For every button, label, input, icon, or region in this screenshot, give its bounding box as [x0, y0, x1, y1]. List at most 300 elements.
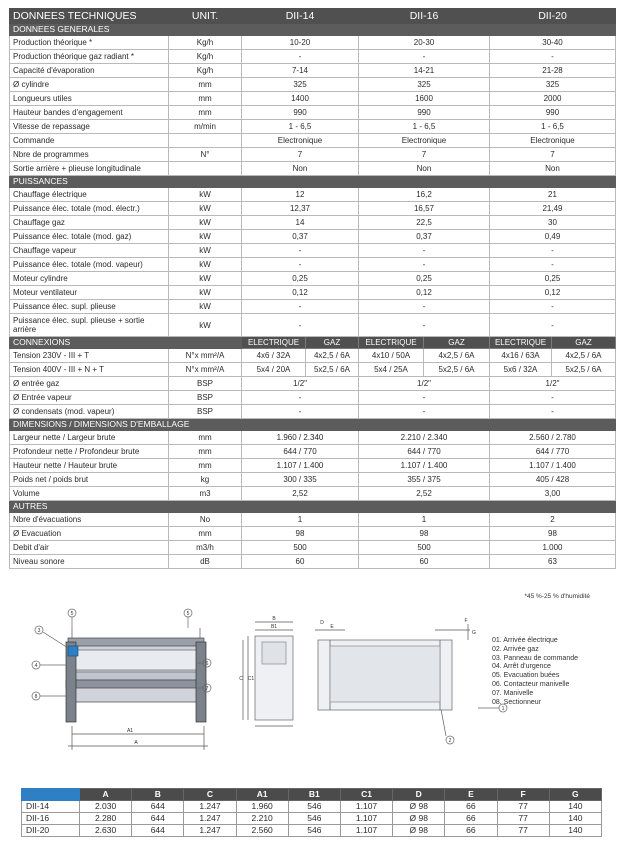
row-label: Debit d'air [10, 541, 169, 555]
dims-value: 1.247 [184, 801, 236, 813]
section-header-row [10, 176, 616, 188]
row-value: 1.107 / 1.400 [490, 459, 616, 473]
row-value: - [242, 391, 359, 405]
row-label: Niveau sonore [10, 555, 169, 569]
row-label: Puissance élec. totale (mod. gaz) [10, 230, 169, 244]
dims-value: 1.107 [340, 801, 392, 813]
legend-item: 04. Arrêt d'urgence [492, 663, 551, 671]
row-value: 2,52 [359, 487, 490, 501]
row-unit: N° [169, 148, 242, 162]
row-label: Sortie arrière + plieuse longitudinale [10, 162, 169, 176]
row-unit: mm [169, 445, 242, 459]
row-value: 2.560 / 2.780 [490, 431, 616, 445]
row-unit: m/min [169, 120, 242, 134]
row-label: Longueurs utiles [10, 92, 169, 106]
row-value: - [490, 391, 616, 405]
svg-text:E: E [330, 624, 334, 630]
dims-value: 77 [497, 813, 549, 825]
row-unit: kW [169, 286, 242, 300]
row-value: 325 [359, 78, 490, 92]
row-value: 14 [242, 216, 359, 230]
row-value: 1 - 6,5 [359, 120, 490, 134]
dims-value: 66 [445, 813, 497, 825]
row-value: 16,2 [359, 188, 490, 202]
row-value: - [242, 244, 359, 258]
callout-7: 7 [205, 686, 209, 692]
dims-header-row [22, 789, 602, 801]
row-value: 7 [359, 148, 490, 162]
row-value: - [242, 300, 359, 314]
row-value: 1.000 [490, 541, 616, 555]
table-row [10, 188, 616, 202]
row-label: Nbre de programmes [10, 148, 169, 162]
callout-4: 4 [34, 663, 38, 669]
table-row [10, 377, 616, 391]
row-unit: kW [169, 300, 242, 314]
table-row [10, 216, 616, 230]
row-value: 5x6 / 32A [490, 363, 552, 377]
row-unit [169, 134, 242, 148]
row-value: - [490, 300, 616, 314]
row-value: - [490, 244, 616, 258]
row-value: 1 - 6,5 [242, 120, 359, 134]
table-row [10, 230, 616, 244]
row-label: Poids net / poids brut [10, 473, 169, 487]
row-unit: mm [169, 92, 242, 106]
legend-item: 06. Contacteur manivelle [492, 680, 570, 688]
table-row [10, 459, 616, 473]
table-row [10, 64, 616, 78]
row-value: 30-40 [490, 36, 616, 50]
section-header-row [10, 419, 616, 431]
dims-value: 1.107 [340, 813, 392, 825]
row-value: 644 / 770 [490, 445, 616, 459]
dims-header: F [497, 789, 549, 801]
table-row [10, 258, 616, 272]
row-unit: Kg/h [169, 36, 242, 50]
row-unit: kW [169, 202, 242, 216]
svg-text:A: A [134, 740, 138, 746]
row-value: 2 [490, 513, 616, 527]
row-unit: Kg/h [169, 50, 242, 64]
row-value: 16,57 [359, 202, 490, 216]
row-value: 990 [359, 106, 490, 120]
row-label: Production théorique * [10, 36, 169, 50]
row-value: 500 [359, 541, 490, 555]
row-unit: m3/h [169, 541, 242, 555]
row-value: 1 - 6,5 [490, 120, 616, 134]
dims-row [22, 813, 602, 825]
row-value: 0,12 [490, 286, 616, 300]
dims-value: 546 [288, 813, 340, 825]
row-value: 4x6 / 32A [242, 349, 306, 363]
dims-value: 1.247 [184, 825, 236, 837]
row-label: Profondeur nette / Profondeur brute [10, 445, 169, 459]
row-value: - [359, 244, 490, 258]
table-row [10, 148, 616, 162]
row-value: 500 [242, 541, 359, 555]
row-label: Commande [10, 134, 169, 148]
table-row [10, 487, 616, 501]
subheader-electrique: ELECTRIQUE [242, 337, 306, 349]
row-unit: mm [169, 459, 242, 473]
row-unit: mm [169, 527, 242, 541]
row-value: 4x16 / 63A [490, 349, 552, 363]
row-value: 355 / 375 [359, 473, 490, 487]
dims-value: Ø 98 [393, 825, 445, 837]
callout-5b: 5 [186, 611, 190, 617]
header-title: DONNEES TECHNIQUES [10, 9, 169, 24]
row-label: Largeur nette / Largeur brute [10, 431, 169, 445]
row-unit: No [169, 513, 242, 527]
svg-text:B: B [272, 616, 276, 622]
table-row [10, 120, 616, 134]
table-row [10, 300, 616, 314]
row-label: Chauffage gaz [10, 216, 169, 230]
row-unit: mm [169, 78, 242, 92]
row-value: Non [490, 162, 616, 176]
dims-value: 2.210 [236, 813, 288, 825]
legend-item: 02. Arrivée gaz [492, 645, 539, 653]
callout-2: 2 [448, 738, 452, 744]
callout-1: 1 [501, 706, 505, 712]
row-value: 1 [242, 513, 359, 527]
row-value: 98 [490, 527, 616, 541]
table-row [10, 513, 616, 527]
row-value: 12,37 [242, 202, 359, 216]
table-row [10, 286, 616, 300]
table-row [10, 134, 616, 148]
table-row [10, 162, 616, 176]
svg-text:A1: A1 [126, 728, 134, 734]
row-value: 2.210 / 2.340 [359, 431, 490, 445]
svg-text:C: C [239, 676, 243, 682]
row-value: - [359, 50, 490, 64]
subheader-electrique: ELECTRIQUE [359, 337, 424, 349]
dims-model: DII-16 [22, 813, 80, 825]
side-view-drawing [243, 622, 293, 726]
dims-header: A [80, 789, 132, 801]
dims-value: 66 [445, 825, 497, 837]
row-value: 1400 [242, 92, 359, 106]
table-row [10, 202, 616, 216]
subheader-gaz: GAZ [552, 337, 616, 349]
header-model: DII-14 [242, 9, 359, 24]
rear-view-drawing [315, 624, 470, 710]
dims-header: A1 [236, 789, 288, 801]
row-value: - [242, 50, 359, 64]
callout-8: 8 [34, 694, 38, 700]
row-value: 3,00 [490, 487, 616, 501]
row-value: - [490, 314, 616, 337]
table-row [10, 36, 616, 50]
row-label: Puissance élec. supl. plieuse [10, 300, 169, 314]
section-header-row [10, 501, 616, 513]
row-label: Chauffage vapeur [10, 244, 169, 258]
dims-header: B [132, 789, 184, 801]
callout-6: 6 [205, 661, 209, 667]
subheader-gaz: GAZ [306, 337, 359, 349]
section-header-row [10, 24, 616, 36]
legend-item: 08. Sectionneur [492, 698, 542, 706]
row-value: - [490, 50, 616, 64]
section-title: PUISSANCES [10, 176, 616, 188]
row-value: Non [359, 162, 490, 176]
table-row [10, 244, 616, 258]
row-unit: BSP [169, 405, 242, 419]
row-label: Puissance élec. totale (mod. électr.) [10, 202, 169, 216]
svg-text:D: D [320, 620, 324, 626]
row-value: 10-20 [242, 36, 359, 50]
row-value: - [359, 391, 490, 405]
section-header-row [10, 337, 616, 349]
dims-value: Ø 98 [393, 801, 445, 813]
row-label: Moteur ventilateur [10, 286, 169, 300]
row-label: Ø Entrée vapeur [10, 391, 169, 405]
subheader-gaz: GAZ [424, 337, 490, 349]
row-unit: N°x mm²/A [169, 349, 242, 363]
row-value: 1.107 / 1.400 [242, 459, 359, 473]
row-value: Electronique [490, 134, 616, 148]
dims-value: 140 [549, 813, 601, 825]
row-value: 990 [242, 106, 359, 120]
dims-value: Ø 98 [393, 813, 445, 825]
row-value: 405 / 428 [490, 473, 616, 487]
dims-value: 1.247 [184, 813, 236, 825]
row-value: - [359, 405, 490, 419]
row-value: 1600 [359, 92, 490, 106]
dims-header: B1 [288, 789, 340, 801]
row-label: Ø Evacuation [10, 527, 169, 541]
dims-value: 66 [445, 801, 497, 813]
dimensions-table [21, 788, 602, 837]
dims-value: 2.630 [80, 825, 132, 837]
table-row [10, 391, 616, 405]
row-value: 0,12 [359, 286, 490, 300]
row-label: Ø condensats (mod. vapeur) [10, 405, 169, 419]
table-row [10, 314, 616, 337]
row-value: 644 / 770 [359, 445, 490, 459]
table-row [10, 349, 616, 363]
row-label: Vitesse de repassage [10, 120, 169, 134]
svg-text:G: G [472, 630, 476, 636]
row-unit: BSP [169, 377, 242, 391]
row-label: Moteur cylindre [10, 272, 169, 286]
dims-value: 140 [549, 801, 601, 813]
row-value: 14-21 [359, 64, 490, 78]
row-value: 63 [490, 555, 616, 569]
callout-3: 3 [37, 628, 41, 634]
row-value: Non [242, 162, 359, 176]
row-value: 21 [490, 188, 616, 202]
dims-value: 2.280 [80, 813, 132, 825]
table-row [10, 78, 616, 92]
row-label: Ø cylindre [10, 78, 169, 92]
dims-value: 140 [549, 825, 601, 837]
row-unit: kW [169, 216, 242, 230]
dims-row [22, 801, 602, 813]
row-value: 0,37 [242, 230, 359, 244]
section-title: CONNEXIONS [10, 337, 242, 349]
row-value: 5x2,5 / 6A [306, 363, 359, 377]
row-value: - [359, 314, 490, 337]
row-value: 644 / 770 [242, 445, 359, 459]
header-unit: UNIT. [169, 9, 242, 24]
callout-5: 5 [70, 611, 74, 617]
row-label: Tension 400V - III + N + T [10, 363, 169, 377]
row-value: 1.107 / 1.400 [359, 459, 490, 473]
row-value: - [242, 258, 359, 272]
table-row [10, 106, 616, 120]
row-value: 21,49 [490, 202, 616, 216]
table-row [10, 431, 616, 445]
row-unit: mm [169, 431, 242, 445]
dims-value: 644 [132, 813, 184, 825]
row-value: Electronique [359, 134, 490, 148]
row-value: 325 [242, 78, 359, 92]
row-value: - [242, 314, 359, 337]
dims-value: 546 [288, 801, 340, 813]
row-value: 12 [242, 188, 359, 202]
section-title: DONNEES GENERALES [10, 24, 616, 36]
row-label: Hauteur nette / Hauteur brute [10, 459, 169, 473]
row-value: 2,52 [242, 487, 359, 501]
table-row [10, 527, 616, 541]
dims-header: C1 [340, 789, 392, 801]
dims-model: DII-20 [22, 825, 80, 837]
row-value: 325 [490, 78, 616, 92]
row-unit: Kg/h [169, 64, 242, 78]
row-unit: N°x mm²/A [169, 363, 242, 377]
legend-item: 05. Evacuation buées [492, 672, 560, 680]
svg-text:C1: C1 [247, 676, 255, 682]
table-row [10, 363, 616, 377]
dims-header: D [393, 789, 445, 801]
row-value: 60 [242, 555, 359, 569]
row-value: 1/2" [359, 377, 490, 391]
dims-header: G [549, 789, 601, 801]
row-value: 0,37 [359, 230, 490, 244]
row-unit: kW [169, 230, 242, 244]
row-label: Ø entrée gaz [10, 377, 169, 391]
legend-item: 03. Panneau de commande [492, 654, 579, 662]
row-label: Production théorique gaz radiant * [10, 50, 169, 64]
row-label: Puissance élec. supl. plieuse + sortie arrière [10, 314, 169, 337]
table-row [10, 405, 616, 419]
dims-value: 1.960 [236, 801, 288, 813]
row-unit: kW [169, 244, 242, 258]
row-label: Tension 230V - III + T [10, 349, 169, 363]
section-title: AUTRES [10, 501, 616, 513]
row-label: Volume [10, 487, 169, 501]
subheader-electrique: ELECTRIQUE [490, 337, 552, 349]
row-unit: m3 [169, 487, 242, 501]
row-value: - [359, 300, 490, 314]
row-label: Capacité d'évaporation [10, 64, 169, 78]
front-view-drawing [66, 628, 208, 750]
row-value: 7 [490, 148, 616, 162]
row-value: 4x10 / 50A [359, 349, 424, 363]
dims-value: 1.107 [340, 825, 392, 837]
section-title: DIMENSIONS / DIMENSIONS D'EMBALLAGE [10, 419, 616, 431]
row-value: 300 / 335 [242, 473, 359, 487]
row-value: 20-30 [359, 36, 490, 50]
table-row [10, 555, 616, 569]
row-value: 0,12 [242, 286, 359, 300]
row-value: 5x2,5 / 6A [424, 363, 490, 377]
row-value: 5x2,5 / 6A [552, 363, 616, 377]
table-header-row [10, 9, 616, 24]
header-model: DII-16 [359, 9, 490, 24]
row-value: 990 [490, 106, 616, 120]
table-row [10, 473, 616, 487]
svg-text:F: F [464, 618, 468, 624]
dims-value: 2.030 [80, 801, 132, 813]
row-value: - [242, 405, 359, 419]
row-unit: kW [169, 314, 242, 337]
dims-value: 2.560 [236, 825, 288, 837]
legend-item: 01. Arrivée électrique [492, 637, 558, 644]
row-value: 1 [359, 513, 490, 527]
row-unit [169, 162, 242, 176]
row-value: 1/2" [490, 377, 616, 391]
dims-value: 77 [497, 801, 549, 813]
legend-item: 07. Manivelle [492, 689, 534, 697]
row-value: 1/2" [242, 377, 359, 391]
dims-corner-cell [22, 789, 80, 801]
row-value: 2000 [490, 92, 616, 106]
table-row [10, 445, 616, 459]
dims-row [22, 825, 602, 837]
dims-value: 644 [132, 801, 184, 813]
row-value: 7-14 [242, 64, 359, 78]
table-row [10, 92, 616, 106]
row-unit: BSP [169, 391, 242, 405]
row-value: - [490, 405, 616, 419]
row-label: Hauteur bandes d'engagement [10, 106, 169, 120]
row-value: 98 [242, 527, 359, 541]
row-value: 4x2,5 / 6A [424, 349, 490, 363]
row-value: 1.960 / 2.340 [242, 431, 359, 445]
drawing-legend [492, 637, 578, 707]
row-label: Nbre d'évacuations [10, 513, 169, 527]
dims-header: E [445, 789, 497, 801]
row-value: 60 [359, 555, 490, 569]
rear-dim-labels [320, 618, 476, 636]
row-value: 21-28 [490, 64, 616, 78]
row-label: Chauffage électrique [10, 188, 169, 202]
row-value: 0,25 [490, 272, 616, 286]
dims-header: C [184, 789, 236, 801]
front-dim-labels [127, 728, 138, 746]
row-unit: kW [169, 272, 242, 286]
dims-value: 77 [497, 825, 549, 837]
row-value: 0,25 [359, 272, 490, 286]
row-value: 5x4 / 25A [359, 363, 424, 377]
row-unit: kW [169, 188, 242, 202]
row-value: 5x4 / 20A [242, 363, 306, 377]
row-value: - [490, 258, 616, 272]
row-unit: mm [169, 106, 242, 120]
dims-value: 546 [288, 825, 340, 837]
row-value: 0,49 [490, 230, 616, 244]
row-value: 0,25 [242, 272, 359, 286]
svg-text:B1: B1 [270, 624, 278, 630]
table-row [10, 272, 616, 286]
row-value: 7 [242, 148, 359, 162]
technical-specs-table [9, 8, 616, 569]
humidity-footnote: *45 %-25 % d'humidité [524, 593, 590, 600]
